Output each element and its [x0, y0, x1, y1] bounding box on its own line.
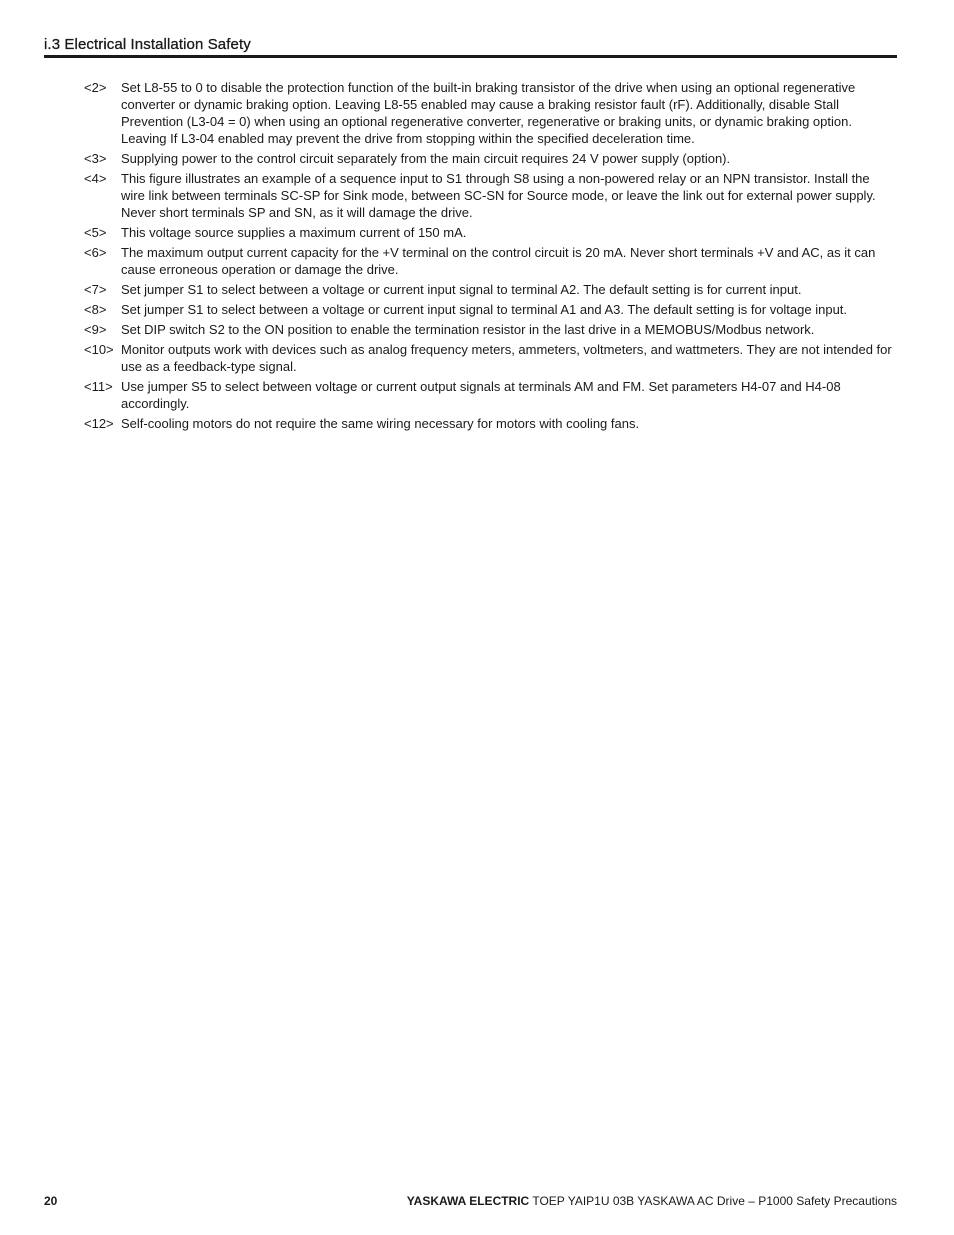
note-text: This voltage source supplies a maximum current of 150 mA.: [121, 225, 467, 240]
note-text: Set DIP switch S2 to the ON position to enable the termination resistor in the last drive in a MEMOBUS/Modbus network.: [121, 322, 815, 337]
list-item: [84, 415, 897, 432]
list-item: [84, 224, 897, 241]
note-text: Set L8-55 to 0 to disable the protection function of the built-in braking transistor of the drive when using an optional regenerative converter or dynamic braking option. Leaving L8-55 enabled may cause a braking resistor fault (rF). Additionally, disable Stall Prevention (L3-04 = 0) when using an optional regenerative converter, regenerative or braking units, or dynamic braking option. Leaving If L3-04 enabled may prevent the drive from stopping within the specified deceleration time.: [121, 80, 856, 146]
note-number: <9>: [84, 322, 107, 337]
note-text: This figure illustrates an example of a sequence input to S1 through S8 using a non-powered relay or an NPN transistor. Install the wire link between terminals SC-SP for Sink mode, between SC-SN for Source mode, or leave the link out for external power supply. Never short terminals SP and SN, as it will damage the drive.: [121, 171, 876, 220]
footer-brand: YASKAWA ELECTRIC: [406, 1194, 530, 1208]
note-number: <7>: [84, 282, 107, 297]
list-item: [84, 281, 897, 298]
note-number: <5>: [84, 225, 107, 240]
note-text: Self-cooling motors do not require the same wiring necessary for motors with cooling fans.: [121, 416, 640, 431]
page-number: 20: [44, 1194, 58, 1208]
note-text: The maximum output current capacity for the +V terminal on the control circuit is 20 mA. Never short terminals +V and AC, as it can cause erroneous operation or damage the drive.: [121, 245, 876, 277]
note-text: Set jumper S1 to select between a voltage or current input signal to terminal A1 and A3. The default setting is for voltage input.: [121, 302, 848, 317]
list-item: [84, 244, 897, 278]
section-title: i.3 Electrical Installation Safety: [44, 36, 251, 53]
note-number: <12>: [84, 416, 114, 431]
list-item: [84, 301, 897, 318]
footer-doc-title: TOEP YAIP1U 03B YASKAWA AC Drive – P1000 Safety Precautions: [529, 1194, 897, 1208]
note-number: <10>: [84, 342, 114, 357]
note-number: <4>: [84, 171, 107, 186]
list-item: [84, 170, 897, 221]
note-text: Set jumper S1 to select between a voltage or current input signal to terminal A2. The default setting is for current input.: [121, 282, 802, 297]
note-number: <11>: [84, 379, 113, 394]
notes-list: [84, 79, 897, 435]
list-item: [84, 79, 897, 147]
list-item: [84, 378, 897, 412]
note-number: <3>: [84, 151, 107, 166]
note-text: Monitor outputs work with devices such as analog frequency meters, ammeters, voltmeters, and wattmeters. They are not intended for use as a feedback-type signal.: [121, 342, 892, 374]
note-text: Supplying power to the control circuit separately from the main circuit requires 24 V power supply (option).: [121, 151, 731, 166]
note-number: <8>: [84, 302, 107, 317]
section-header: [44, 34, 897, 58]
list-item: [84, 341, 897, 375]
footer-doc-info: [407, 1194, 897, 1208]
note-number: <6>: [84, 245, 107, 260]
list-item: [84, 150, 897, 167]
list-item: [84, 321, 897, 338]
page-footer: [44, 1192, 897, 1210]
note-text: Use jumper S5 to select between voltage or current output signals at terminals AM and FM. Set parameters H4-07 and H4-08 accordingly.: [121, 379, 841, 411]
note-number: <2>: [84, 80, 107, 95]
